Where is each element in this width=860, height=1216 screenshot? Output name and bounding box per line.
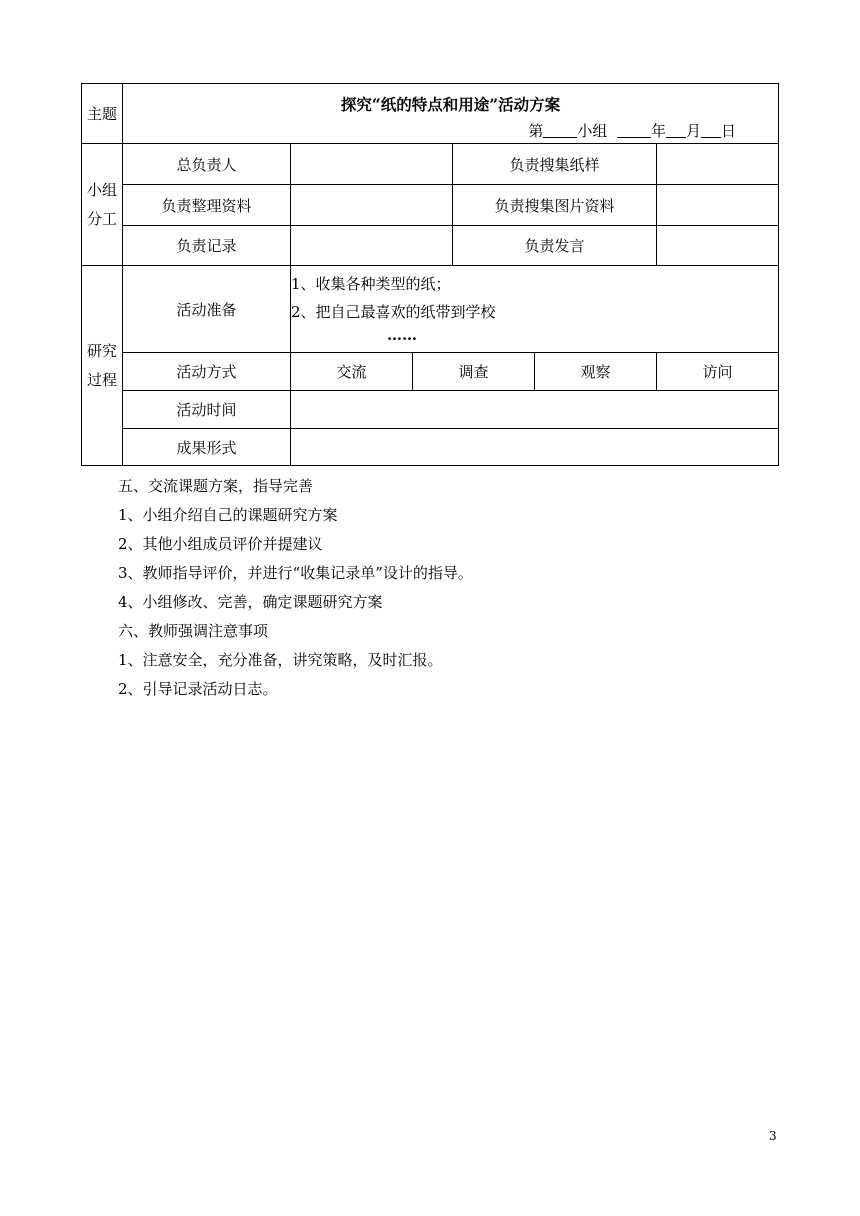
page-number: 3	[769, 1129, 777, 1143]
research-label: 研究 过程	[82, 266, 123, 466]
division-label: 小组 分工	[82, 144, 123, 266]
time-label: 活动时间	[123, 391, 291, 429]
body-line: 1、小组介绍自己的课题研究方案	[118, 506, 338, 524]
date-year: 年	[650, 122, 666, 140]
prep-label: 活动准备	[123, 266, 291, 353]
prep-line: 1、收集各种类型的纸；	[291, 275, 451, 293]
date-month: 月	[685, 122, 701, 140]
prep-content	[291, 266, 779, 353]
body-line: 2、引导记录活动日志。	[118, 680, 278, 698]
year-blank	[617, 123, 651, 138]
title-cell	[123, 84, 779, 144]
date-day: 日	[721, 122, 737, 140]
role-value	[657, 185, 779, 226]
role-value	[657, 226, 779, 266]
method-option: 观察	[535, 353, 657, 391]
section-heading: 五、交流课题方案，指导完善	[118, 477, 314, 495]
role-label: 总负责人	[123, 144, 291, 185]
section-heading: 六、教师强调注意事项	[118, 622, 269, 640]
role-value	[291, 226, 453, 266]
body-line: 1、注意安全，充分准备，讲究策略，及时汇报。	[118, 651, 443, 669]
table-title: 探究“纸的特点和用途”活动方案	[340, 95, 561, 114]
date-di: 第	[528, 122, 544, 140]
method-option: 调查	[413, 353, 535, 391]
body-line: 2、其他小组成员评价并提建议	[118, 535, 323, 553]
method-option: 访问	[657, 353, 779, 391]
role-label: 负责发言	[453, 226, 657, 266]
date-line	[528, 120, 736, 141]
group-number-blank	[543, 123, 577, 138]
month-blank	[666, 123, 686, 138]
method-label: 活动方式	[123, 353, 291, 391]
body-line: 4、小组修改、完善，确定课题研究方案	[118, 593, 383, 611]
day-blank	[701, 123, 721, 138]
prep-line: ……	[387, 326, 417, 344]
role-value	[291, 185, 453, 226]
activity-plan-table	[81, 83, 779, 466]
prep-line: 2、把自己最喜欢的纸带到学校	[291, 303, 496, 321]
role-label: 负责整理资料	[123, 185, 291, 226]
role-label: 负责搜集纸样	[453, 144, 657, 185]
role-label: 负责搜集图片资料	[453, 185, 657, 226]
method-option: 交流	[291, 353, 413, 391]
role-label: 负责记录	[123, 226, 291, 266]
role-value	[657, 144, 779, 185]
result-label: 成果形式	[123, 429, 291, 466]
body-line: 3、教师指导评价，并进行“收集记录单”设计的指导。	[118, 564, 473, 582]
body-text	[118, 472, 473, 704]
result-value	[291, 429, 779, 466]
role-value	[291, 144, 453, 185]
time-value	[291, 391, 779, 429]
topic-label: 主题	[82, 84, 123, 144]
date-group: 小组	[577, 122, 608, 140]
